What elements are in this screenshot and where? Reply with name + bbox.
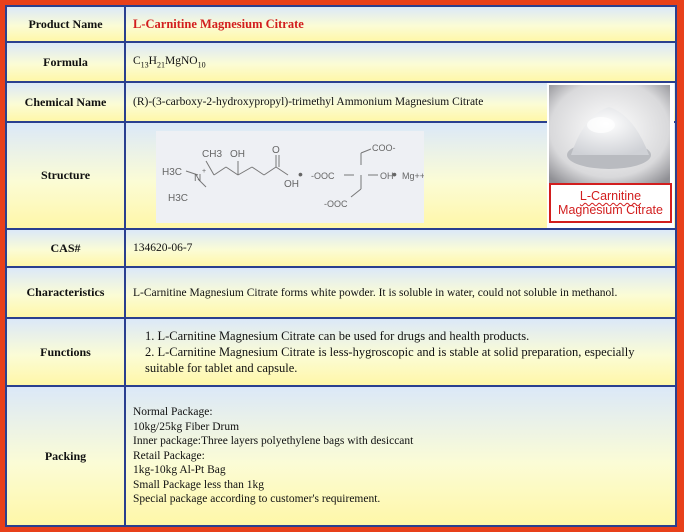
struct-ooc-bottom: -OOC (324, 199, 348, 209)
packing-value-cell (124, 385, 677, 527)
chemical-name-label: Chemical Name (5, 81, 126, 123)
product-photo (547, 83, 674, 228)
row-formula (5, 41, 679, 83)
struct-dot2: • (392, 166, 397, 182)
struct-n: N (194, 173, 202, 184)
product-name-value: L-Carnitine Magnesium Citrate (133, 16, 304, 31)
struct-ooc-left: -OOC (311, 171, 335, 181)
characteristics-value-cell (124, 266, 677, 319)
structure-label: Structure (5, 121, 126, 230)
row-functions (5, 317, 679, 387)
formula-value-cell (124, 41, 677, 83)
struct-oh: OH (230, 149, 245, 160)
row-characteristics (5, 266, 679, 319)
formula-value: $C_{13}H_{21}MgNO_{10}$ (133, 54, 206, 70)
packing-line: Retail Package: (133, 449, 205, 462)
chemical-name-value: (R)-(3-carboxy-2-hydroxypropyl)-trimethyl Ammonium Magnesium Citrate (133, 96, 484, 108)
packing-line: Small Package less than 1kg (133, 478, 264, 491)
powder-image (549, 85, 670, 183)
packing-label: Packing (5, 385, 126, 527)
struct-coo-top: COO- (372, 143, 396, 153)
product-name-value-cell (124, 5, 677, 43)
functions-label: Functions (5, 317, 126, 387)
formula-label: Formula (5, 41, 126, 83)
struct-ch3: CH3 (202, 149, 223, 160)
packing-line: Inner package:Three layers polyethylene bags with desiccant (133, 435, 414, 448)
characteristics-value: L-Carnitine Magnesium Citrate forms white powder. It is soluble in water, could not soluble in methanol. (133, 286, 618, 299)
struct-o: O (272, 145, 280, 156)
row-cas (5, 228, 679, 268)
row-structure (5, 121, 679, 230)
function-item: 1. L-Carnitine Magnesium Citrate can be used for drugs and health products. (145, 329, 530, 343)
row-packing (5, 385, 679, 527)
caption-line-2: Magnesium Citrate (558, 203, 663, 217)
structure-diagram (156, 131, 424, 223)
structure-value-cell (124, 121, 677, 230)
packing-line: Special package according to customer's requirement. (133, 493, 381, 506)
row-product-name (5, 5, 679, 43)
struct-plus: + (202, 168, 207, 175)
struct-h3c-bottom: H3C (168, 193, 189, 204)
packing-line: 1kg-10kg Al-Pt Bag (133, 464, 226, 477)
struct-oh2: OH (284, 179, 299, 190)
product-name-label: Product Name (5, 5, 126, 43)
packing-line: 10kg/25kg Fiber Drum (133, 420, 240, 433)
struct-dot1: • (298, 166, 303, 182)
functions-value-cell (124, 317, 677, 387)
struct-h3c-top: H3C (162, 167, 183, 178)
cas-value: 134620-06-7 (133, 242, 193, 254)
packing-list (133, 405, 413, 507)
characteristics-label: Characteristics (5, 266, 126, 319)
function-item: 2. L-Carnitine Magnesium Citrate is less-hygroscopic and is stable at solid preparation, especially suitable for tablet and capsule. (145, 345, 635, 375)
struct-oh3: OH (380, 171, 394, 181)
caption-line-1: L-Carnitine (579, 189, 642, 203)
cas-label: CAS# (5, 228, 126, 268)
struct-mg: Mg++ (402, 171, 424, 181)
photo-caption (549, 183, 672, 223)
packing-line: Normal Package: (133, 406, 213, 419)
functions-list (133, 328, 675, 376)
cas-value-cell (124, 228, 677, 268)
